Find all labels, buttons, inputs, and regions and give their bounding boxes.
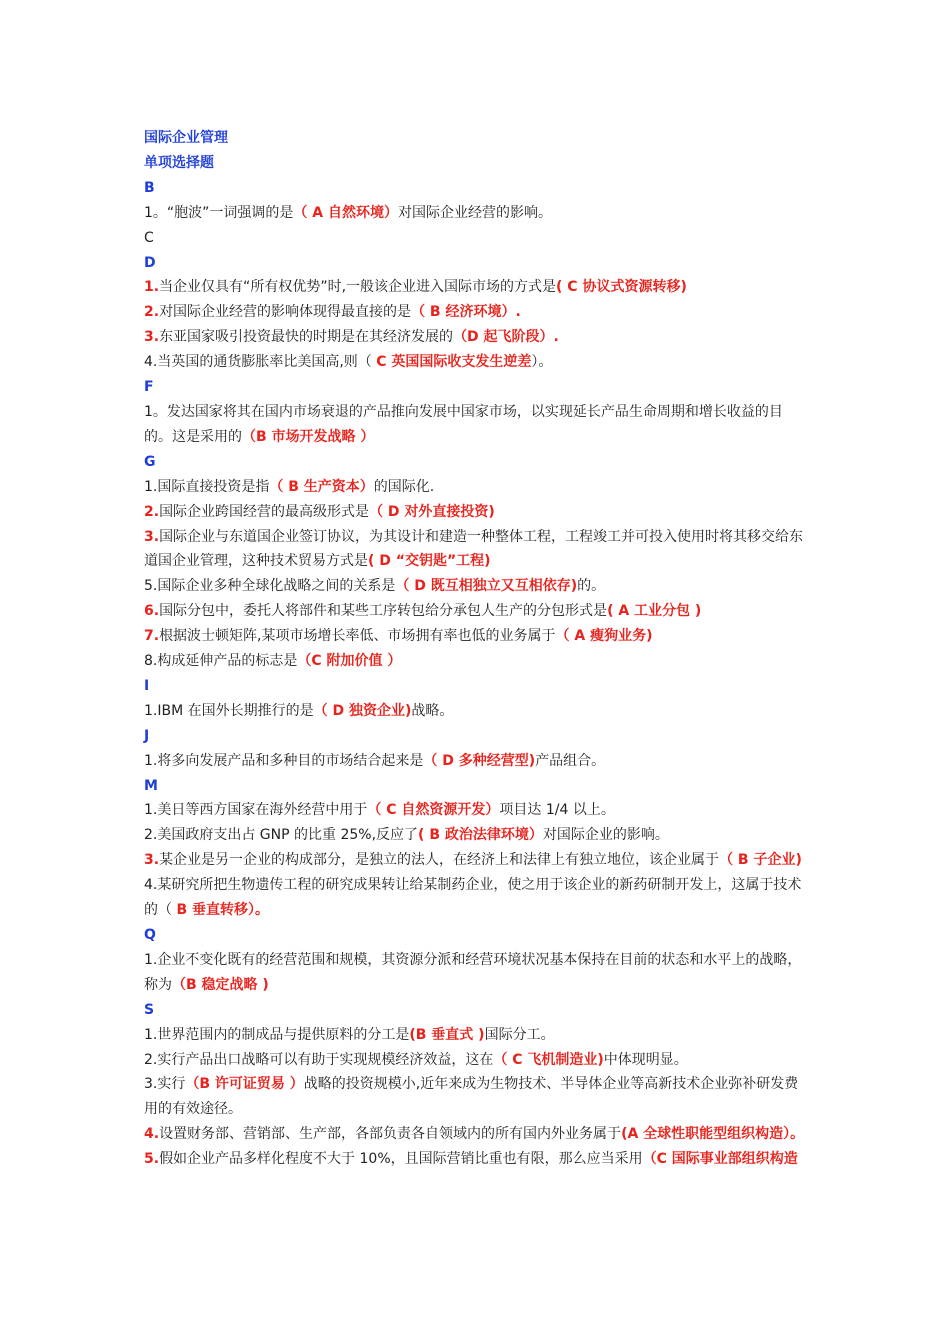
question-number: 6. — [144, 603, 160, 620]
question-line — [144, 948, 810, 998]
answer-text: （ D 既互相独立又互相依存) — [395, 578, 578, 595]
question-line — [144, 525, 810, 575]
line-text: 1.将多向发展产品和多种目的市场结合起来是 — [144, 752, 424, 769]
line-text: B — [144, 179, 155, 196]
answer-text: C 英国国际收支发生逆差 — [376, 354, 532, 371]
section-heading — [144, 774, 810, 799]
answer-text: (B 垂直式 ) — [409, 1026, 485, 1043]
line-text: ）。 — [531, 354, 553, 371]
answer-text: ( A 工业分包 ) — [607, 603, 702, 620]
line-text: 1.国际直接投资是指 — [144, 478, 270, 495]
line-text: 国际分工。 — [484, 1026, 555, 1043]
section-heading — [144, 375, 810, 400]
answer-text: （ B 生产资本） — [269, 478, 374, 495]
question-line — [144, 1147, 810, 1172]
line-text: J — [144, 727, 150, 744]
answer-text: （ B 经济环境）. — [411, 304, 521, 321]
question-line — [144, 325, 810, 350]
line-text: G — [144, 453, 156, 470]
answer-text: （ C 飞机制造业) — [493, 1051, 604, 1068]
line-text: F — [144, 379, 154, 396]
line-text: C — [144, 229, 154, 246]
line-text: 对国际企业经营的影响体现得最直接的是 — [159, 304, 412, 321]
line-text: 产品组合。 — [535, 752, 606, 769]
line-text: 4.当英国的通货膨胀率比美国高,则（ — [144, 354, 377, 371]
question-line — [144, 574, 810, 599]
line-text: 对国际企业的影响。 — [542, 827, 669, 844]
question-line — [144, 350, 810, 375]
line-text: S — [144, 1001, 155, 1018]
question-line — [144, 475, 810, 500]
answer-text: （ D 对外直接投资) — [369, 503, 495, 520]
section-heading — [144, 998, 810, 1023]
question-line — [144, 624, 810, 649]
section-heading — [144, 251, 810, 276]
question-line — [144, 873, 810, 923]
question-line — [144, 1048, 810, 1073]
question-line — [144, 500, 810, 525]
line-text: 国际企业跨国经营的最高级形式是 — [159, 503, 370, 520]
question-number: 5. — [144, 1151, 160, 1168]
line-text: 3.实行 — [144, 1076, 186, 1093]
section-heading — [144, 176, 810, 201]
line-text: 1。发达国家将其在国内市场衰退的产品推向发展中国家市场，以实现延长产品生命周期和增长收益的目的。这是采用的 — [144, 403, 783, 445]
question-line — [144, 823, 810, 848]
answer-text: （ C 自然资源开发） — [367, 802, 500, 819]
section-heading — [144, 151, 810, 176]
line-text: I — [144, 677, 150, 694]
document-body — [144, 126, 810, 1172]
line-text: 的国际化. — [373, 478, 435, 495]
question-line — [144, 699, 810, 724]
line-text: Q — [144, 927, 156, 943]
line-text: 对国际企业经营的影响。 — [398, 204, 553, 221]
question-number: 4. — [144, 1126, 160, 1143]
question-number: 2. — [144, 304, 160, 321]
line-text: 根据波士顿矩阵,某项市场增长率低、市场拥有率也低的业务属于 — [159, 628, 556, 645]
line-text: 8.构成延伸产品的标志是 — [144, 653, 298, 670]
answer-text: （B 市场开发战略 ） — [242, 428, 375, 445]
question-line — [144, 1023, 810, 1048]
answer-text: （C 国际事业部组织构造 — [642, 1151, 798, 1168]
question-line — [144, 226, 810, 251]
line-text: 的。 — [577, 578, 606, 595]
answer-text: （ A 自然环境） — [293, 204, 399, 221]
section-heading — [144, 126, 810, 151]
line-text: 国际企业与东道国企业签订协议，为其设计和建造一种整体工程，工程竣工并可投入使用时将其移交给东道国企业管理，这种技术贸易方式是 — [144, 528, 804, 570]
question-line — [144, 848, 810, 873]
question-line — [144, 275, 810, 300]
question-line — [144, 798, 810, 823]
question-line — [144, 300, 810, 325]
line-text: 单项选择题 — [144, 154, 214, 171]
question-number: 3. — [144, 852, 160, 869]
question-number: 3. — [144, 528, 160, 545]
line-text: 2.实行产品出口战略可以有助于实现规模经济效益，这在 — [144, 1051, 494, 1068]
line-text: 项目达 1/4 以上。 — [499, 802, 615, 819]
section-heading — [144, 724, 810, 749]
line-text: 1.美日等西方国家在海外经营中用于 — [144, 802, 368, 819]
answer-text: （D 起飞阶段）. — [453, 329, 559, 346]
question-number: 2. — [144, 503, 160, 520]
answer-text: ( D “交钥匙”工程) — [368, 553, 491, 570]
question-line — [144, 1122, 810, 1147]
line-text: 战略。 — [411, 702, 454, 719]
question-number: 7. — [144, 628, 160, 645]
answer-text: （ B 子企业) — [719, 852, 802, 869]
answer-text: （B 稳定战略 ) — [172, 976, 269, 993]
section-heading — [144, 923, 810, 948]
line-text: 某企业是另一企业的构成部分，是独立的法人，在经济上和法律上有独立地位，该企业属于 — [159, 852, 720, 869]
question-line — [144, 400, 810, 450]
question-line — [144, 599, 810, 624]
section-heading — [144, 674, 810, 699]
line-text: 国际企业管理 — [144, 130, 228, 146]
answer-text: ( C 协议式资源转移) — [556, 279, 687, 296]
line-text: 4.某研究所把生物遗传工程的研究成果转让给某制药企业，使之用于该企业的新药研制开发上，这属于技术的（ — [144, 877, 802, 919]
line-text: 国际分包中，委托人将部件和某些工序转包给分承包人生产的分包形式是 — [159, 603, 608, 620]
line-text: 1.世界范围内的制成品与提供原料的分工是 — [144, 1026, 410, 1043]
line-text: 假如企业产品多样化程度不大于 10%，且国际营销比重也有限，那么应当采用 — [159, 1151, 643, 1168]
line-text: 2.美国政府支出占 GNP 的比重 25%,反应了 — [144, 827, 419, 844]
answer-text: （ D 独资企业) — [313, 702, 412, 719]
answer-text: B 垂直转移）。 — [176, 902, 269, 919]
answer-text: （ D 多种经营型) — [423, 752, 536, 769]
line-text: 中体现明显。 — [603, 1051, 688, 1068]
line-text: 东亚国家吸引投资最快的时期是在其经济发展的 — [159, 329, 454, 346]
line-text: D — [144, 254, 156, 271]
answer-text: （B 许可证贸易 ） — [185, 1076, 304, 1093]
line-text: M — [144, 777, 158, 794]
line-text: 1.企业不变化既有的经营范围和规模，其资源分派和经营环境状况基本保持在目前的状态和水平上的战略，称为 — [144, 951, 802, 993]
question-line — [144, 201, 810, 226]
answer-text: （ A 瘦狗业务) — [555, 628, 653, 645]
question-line — [144, 1072, 810, 1122]
line-text: 1。“胞波”一词强调的是 — [144, 204, 294, 221]
line-text: 设置财务部、营销部、生产部，各部负责各自领域内的所有国内外业务属于 — [159, 1126, 622, 1143]
question-number: 3. — [144, 329, 160, 346]
question-number: 1. — [144, 279, 160, 296]
answer-text: (A 全球性职能型组织构造）。 — [621, 1126, 805, 1143]
line-text: 1.IBM 在国外长期推行的是 — [144, 702, 314, 719]
question-line — [144, 749, 810, 774]
question-line — [144, 649, 810, 674]
answer-text: （C 附加价值 ） — [297, 653, 402, 670]
line-text: 当企业仅具有“所有权优势”时,一般该企业进入国际市场的方式是 — [159, 279, 557, 296]
line-text: 战略的投资规模小,近年来成为生物技术、半导体企业等高新技术企业弥补研发费用的有效途径。 — [144, 1076, 799, 1118]
answer-text: ( B 政治法律环境） — [418, 827, 543, 844]
section-heading — [144, 450, 810, 475]
line-text: 5.国际企业多种全球化战略之间的关系是 — [144, 578, 396, 595]
